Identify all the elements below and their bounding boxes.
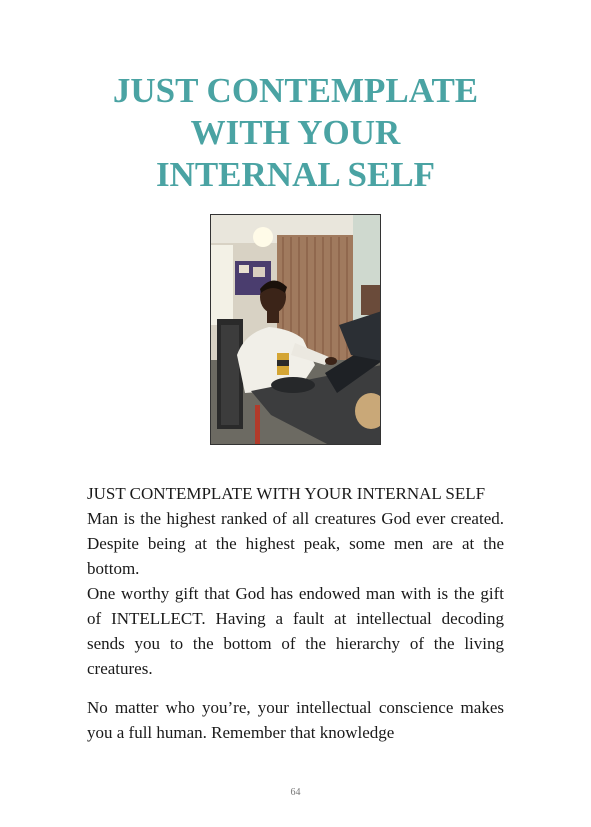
title-line-1: JUST CONTEMPLATE bbox=[112, 71, 479, 110]
body-text bbox=[87, 481, 504, 745]
author-photo bbox=[210, 214, 381, 445]
paragraph: No matter who you’re, your intellectual conscience makes you a full human. Remember that knowledge bbox=[87, 698, 504, 742]
title-line-2: WITH YOUR bbox=[190, 113, 401, 152]
page-number: 64 bbox=[290, 787, 301, 798]
paragraph: One worthy gift that God has endowed man with is the gift of INTELLECT. Having a fault at intellectual decoding sends you to the bottom of the hierarchy of the living creatures. bbox=[87, 584, 504, 678]
title-line-3: INTERNAL SELF bbox=[155, 155, 436, 194]
paragraph: Man is the highest ranked of all creatures God ever created. Despite being at the highest peak, some men are at the bottom. bbox=[87, 509, 504, 578]
page-title bbox=[0, 70, 591, 196]
section-heading: JUST CONTEMPLATE WITH YOUR INTERNAL SELF bbox=[87, 484, 486, 503]
